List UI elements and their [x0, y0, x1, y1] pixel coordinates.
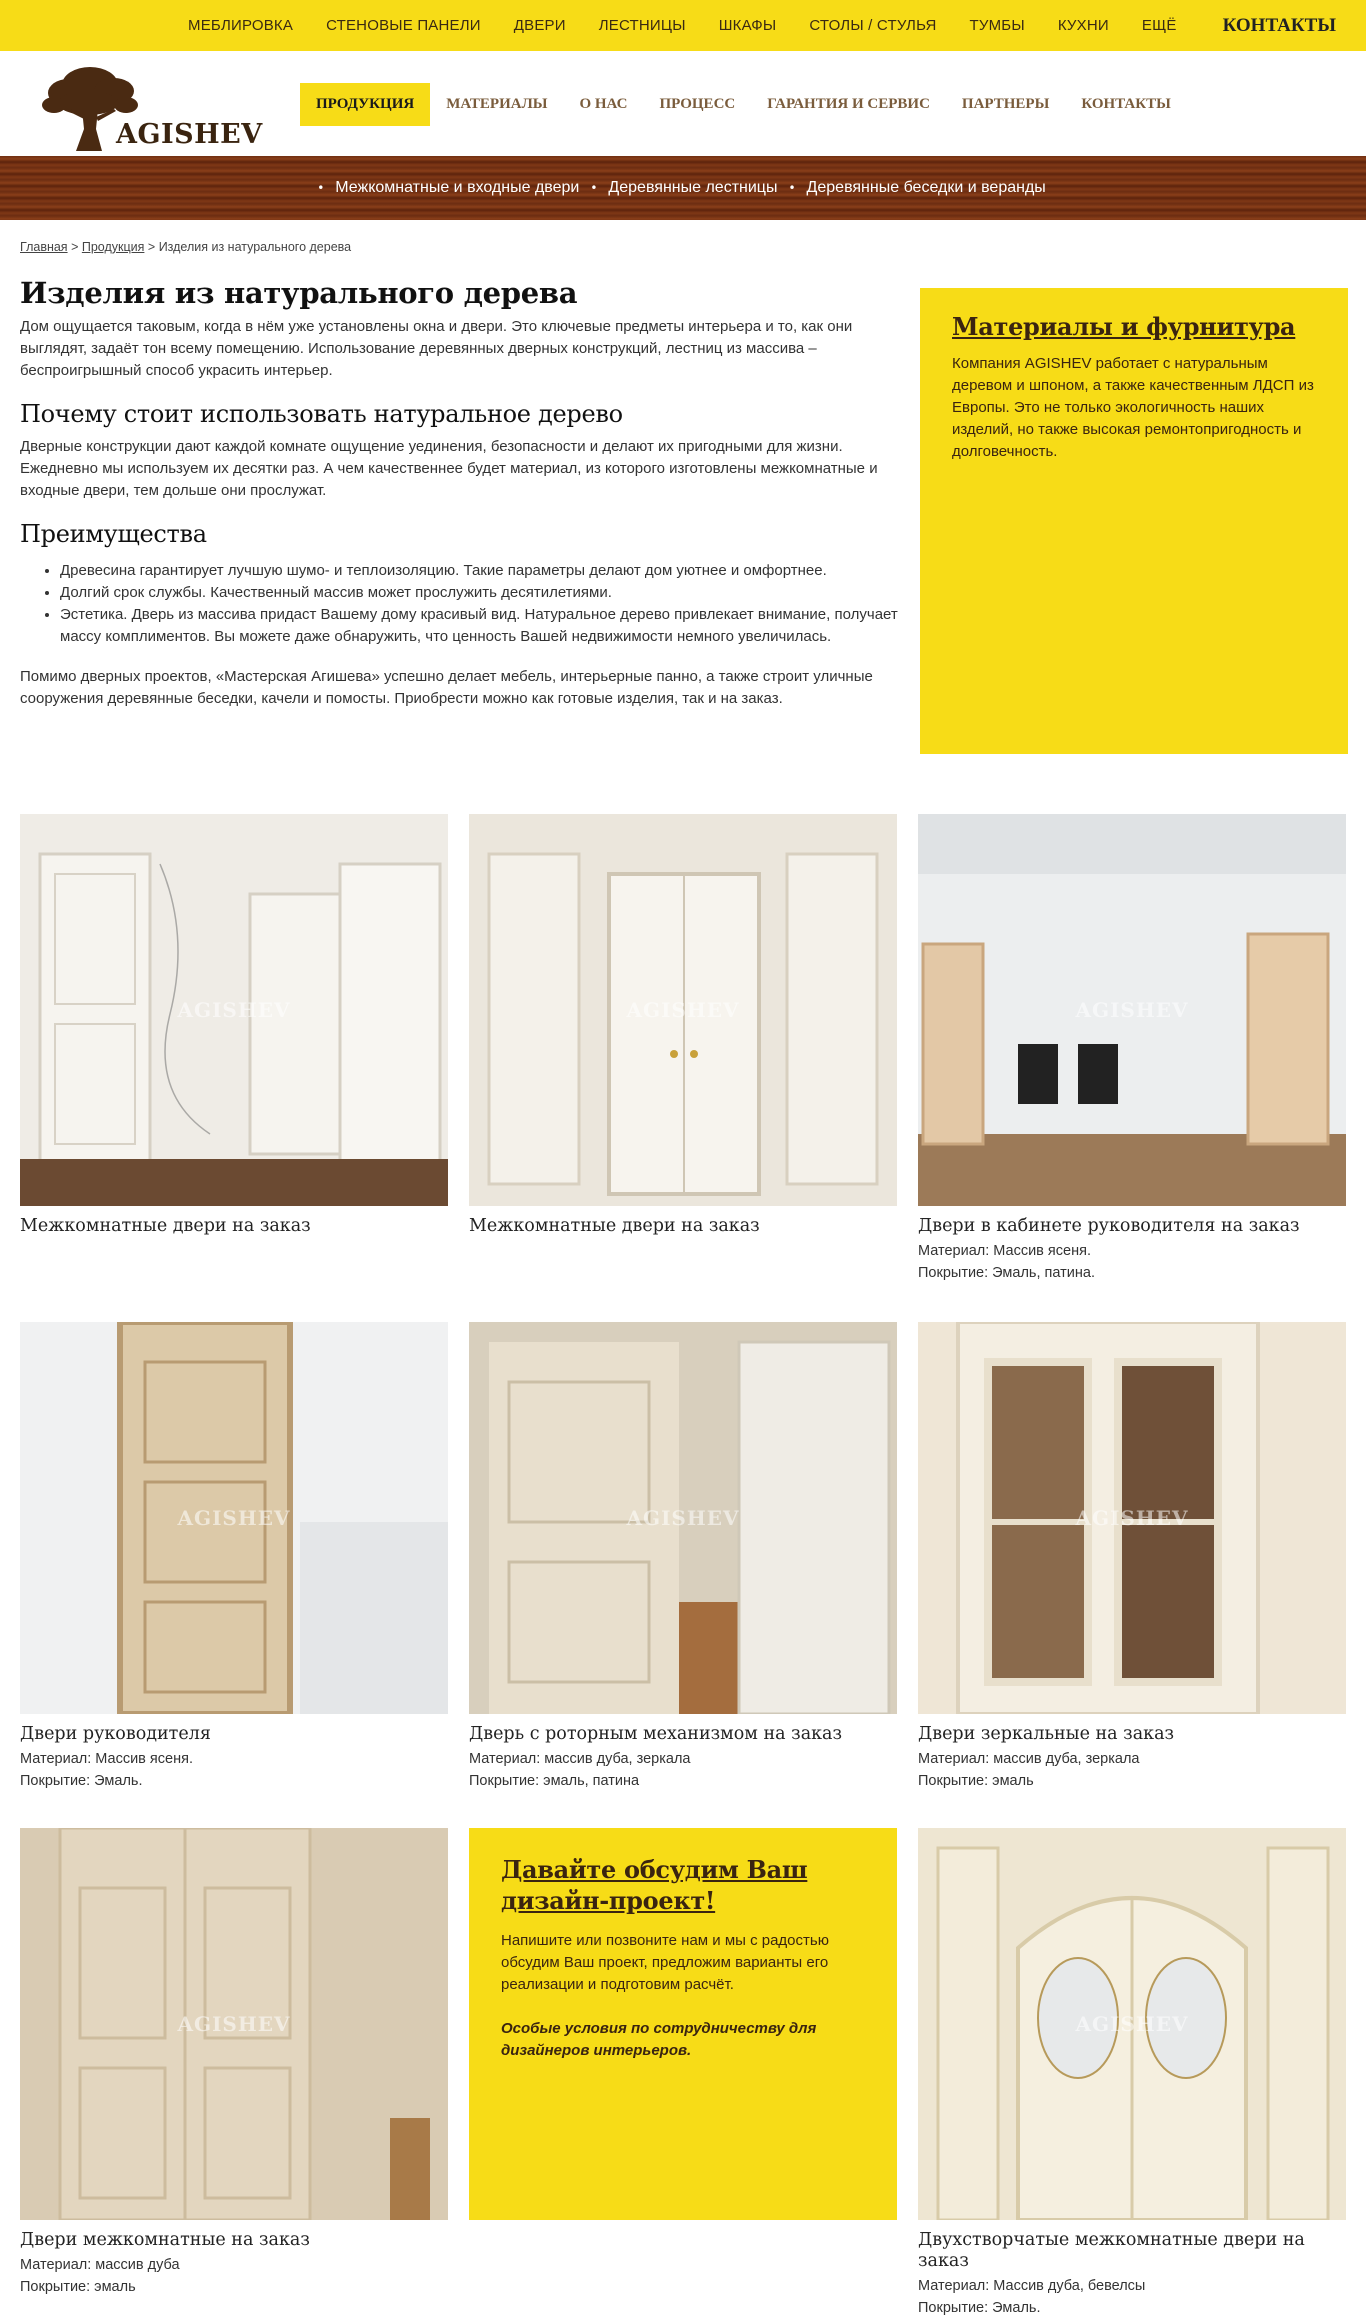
breadcrumb-separator: > [71, 240, 79, 254]
watermark: AGISHEV [1075, 1506, 1189, 1530]
why-text: Дверные конструкции дают каждой комнате ощущение уединения, безопасности и делают их пригодными для жизни. Ежедневно мы используем их десятки раз. А чем качественнее будет материал, из которого изготовлены межкомнатные и входные двери, тем дольше они прослужат. [20, 438, 878, 499]
product-card[interactable] [469, 1322, 897, 1792]
top-nav-item-kitchens[interactable]: КУХНИ [1057, 17, 1109, 34]
product-card[interactable] [918, 1322, 1346, 1792]
product-title[interactable]: Межкомнатные двери на заказ [20, 1216, 311, 1236]
why-heading: Почему стоит использовать натуральное дерево [20, 400, 623, 428]
top-nav [188, 0, 1210, 51]
watermark: AGISHEV [626, 998, 740, 1022]
product-image[interactable] [20, 1322, 448, 1714]
promo-special: Особые условия по сотрудничеству для дизайнеров интерьеров. [501, 2020, 817, 2059]
advantages-heading: Преимущества [20, 520, 207, 548]
top-bar [0, 0, 1366, 51]
product-card[interactable] [918, 814, 1346, 1284]
watermark: AGISHEV [177, 998, 291, 1022]
product-image[interactable] [20, 814, 448, 1206]
category-link-gazebos[interactable]: Деревянные беседки и веранды [806, 179, 1046, 196]
promo-title[interactable]: Давайте обсудим Ваш дизайн-проект! [501, 1855, 808, 1915]
product-card[interactable] [20, 814, 448, 1237]
product-card[interactable] [20, 1828, 448, 2298]
list-item: • Долгий срок службы. Качественный массив может прослужить десятилетиями. [60, 582, 900, 604]
category-link-stairs[interactable]: Деревянные лестницы [608, 179, 778, 196]
top-nav-item-nightstands[interactable]: ТУМБЫ [969, 17, 1025, 34]
product-title[interactable]: Двери руководителя [20, 1724, 211, 1744]
product-finish: Покрытие: Эмаль, патина. [918, 1265, 1095, 1281]
bullet-icon: • [788, 181, 796, 195]
breadcrumb-home[interactable]: Главная [20, 240, 68, 254]
product-image[interactable] [469, 1322, 897, 1714]
product-title[interactable]: Двери в кабинете руководителя на заказ [918, 1216, 1300, 1236]
top-contacts-link[interactable]: КОНТАКТЫ [1222, 15, 1336, 36]
main-nav [300, 83, 1187, 126]
main-nav-item-about[interactable]: О НАС [579, 96, 628, 112]
materials-text: Компания AGISHEV работает с натуральным деревом и шпоном, а также качественным ЛДСП из Европы. Это не только экологичность наших изделий, но также высокая ремонтопригодность и долговечность. [952, 355, 1314, 460]
watermark: AGISHEV [177, 2012, 291, 2036]
top-nav-item-wall-panels[interactable]: СТЕНОВЫЕ ПАНЕЛИ [326, 17, 481, 34]
promo-text: Напишите или позвоните нам и мы с радостью обсудим Ваш проект, предложим варианты его реализации и подготовим расчёт. [501, 1932, 829, 1993]
product-material: Материал: массив дуба, зеркала [469, 1751, 691, 1767]
product-card[interactable] [918, 1828, 1346, 2319]
category-links [0, 156, 1366, 220]
watermark: AGISHEV [1075, 2012, 1189, 2036]
watermark: AGISHEV [1075, 998, 1189, 1022]
product-card[interactable] [469, 814, 897, 1237]
main-nav-item-products[interactable]: ПРОДУКЦИЯ [300, 83, 430, 126]
top-nav-item-tables-chairs[interactable]: СТОЛЫ / СТУЛЬЯ [809, 17, 937, 34]
product-material: Материал: Массив ясеня. [918, 1243, 1091, 1259]
design-project-promo [469, 1828, 897, 2220]
top-nav-item-furnishing[interactable]: МЕБЛИРОВКА [188, 17, 294, 34]
breadcrumb-products[interactable]: Продукция [81, 240, 145, 254]
product-image[interactable] [469, 814, 897, 1206]
logo-text: AGISHEV [116, 119, 263, 150]
product-finish: Покрытие: эмаль, патина [469, 1773, 640, 1789]
article [20, 276, 900, 710]
product-title[interactable]: Двери межкомнатные на заказ [20, 2230, 310, 2250]
product-title[interactable]: Межкомнатные двери на заказ [469, 1216, 760, 1236]
top-nav-item-doors[interactable]: ДВЕРИ [513, 17, 566, 34]
product-finish: Покрытие: Эмаль. [20, 1773, 143, 1789]
bullet-icon: • [590, 181, 598, 195]
main-nav-item-warranty[interactable]: ГАРАНТИЯ И СЕРВИС [767, 96, 930, 112]
top-nav-item-more[interactable]: ЕЩЁ [1141, 17, 1177, 34]
watermark: AGISHEV [177, 1506, 291, 1530]
header [0, 51, 1366, 156]
breadcrumb [20, 240, 351, 254]
page-title: Изделия из натурального дерева [20, 276, 578, 310]
product-finish: Покрытие: Эмаль. [918, 2300, 1041, 2316]
product-title[interactable]: Двухстворчатые межкомнатные двери на заказ [918, 2230, 1305, 2271]
materials-box [920, 288, 1348, 754]
product-image[interactable] [918, 1322, 1346, 1714]
top-nav-item-stairs[interactable]: ЛЕСТНИЦЫ [598, 17, 686, 34]
product-title[interactable]: Дверь с роторным механизмом на заказ [469, 1724, 843, 1744]
product-image[interactable] [918, 814, 1346, 1206]
bullet-icon: • [317, 181, 325, 195]
product-material: Материал: Массив ясеня. [20, 1751, 193, 1767]
intro-text: Дом ощущается таковым, когда в нём уже установлены окна и двери. Это ключевые предметы интерьера и то, как они выглядят, задаёт тон всему помещению. Использование деревянных дверных конструкций, лестниц из массива – беспроигрышный способ украсить интерьер. [20, 318, 853, 379]
breadcrumb-current: Изделия из натурального дерева [158, 240, 352, 254]
top-nav-item-cabinets[interactable]: ШКАФЫ [718, 17, 777, 34]
main-nav-item-process[interactable]: ПРОЦЕСС [659, 96, 736, 112]
main-nav-item-partners[interactable]: ПАРТНЕРЫ [961, 96, 1050, 112]
outro-text: Помимо дверных проектов, «Мастерская Агишева» успешно делает мебель, интерьерные панно, а также строит уличные сооружения деревянные беседки, качели и помосты. Приобрести можно как готовые изделия, так и на заказ. [20, 668, 873, 707]
list-item: • Эстетика. Дверь из массива придаст Вашему дому красивый вид. Натуральное дерево привлекает внимание, получает массу комплиментов. Вы можете даже обнаружить, что ценность Вашей недвижимости немного увеличилась. [60, 604, 900, 648]
list-item: • Древесина гарантирует лучшую шумо- и теплоизоляцию. Такие параметры делают дом уютнее и омфортнее. [60, 560, 900, 582]
product-material: Материал: массив дуба, зеркала [918, 1751, 1140, 1767]
breadcrumb-separator: > [147, 240, 156, 254]
materials-title[interactable]: Материалы и фурнитура [952, 312, 1296, 341]
product-finish: Покрытие: эмаль [918, 1773, 1034, 1789]
product-material: Материал: массив дуба [20, 2257, 180, 2273]
product-card[interactable] [20, 1322, 448, 1792]
product-title[interactable]: Двери зеркальные на заказ [918, 1724, 1175, 1744]
watermark: AGISHEV [626, 1506, 740, 1530]
advantages-list [60, 560, 900, 648]
logo[interactable] [28, 59, 263, 155]
wood-banner [0, 156, 1366, 220]
product-finish: Покрытие: эмаль [20, 2279, 136, 2295]
product-image[interactable] [20, 1828, 448, 2220]
category-link-doors[interactable]: Межкомнатные и входные двери [335, 179, 580, 196]
main-nav-item-contacts[interactable]: КОНТАКТЫ [1081, 96, 1171, 112]
product-material: Материал: Массив дуба, бевелсы [918, 2278, 1146, 2294]
main-nav-item-materials[interactable]: МАТЕРИАЛЫ [446, 96, 548, 112]
product-image[interactable] [918, 1828, 1346, 2220]
